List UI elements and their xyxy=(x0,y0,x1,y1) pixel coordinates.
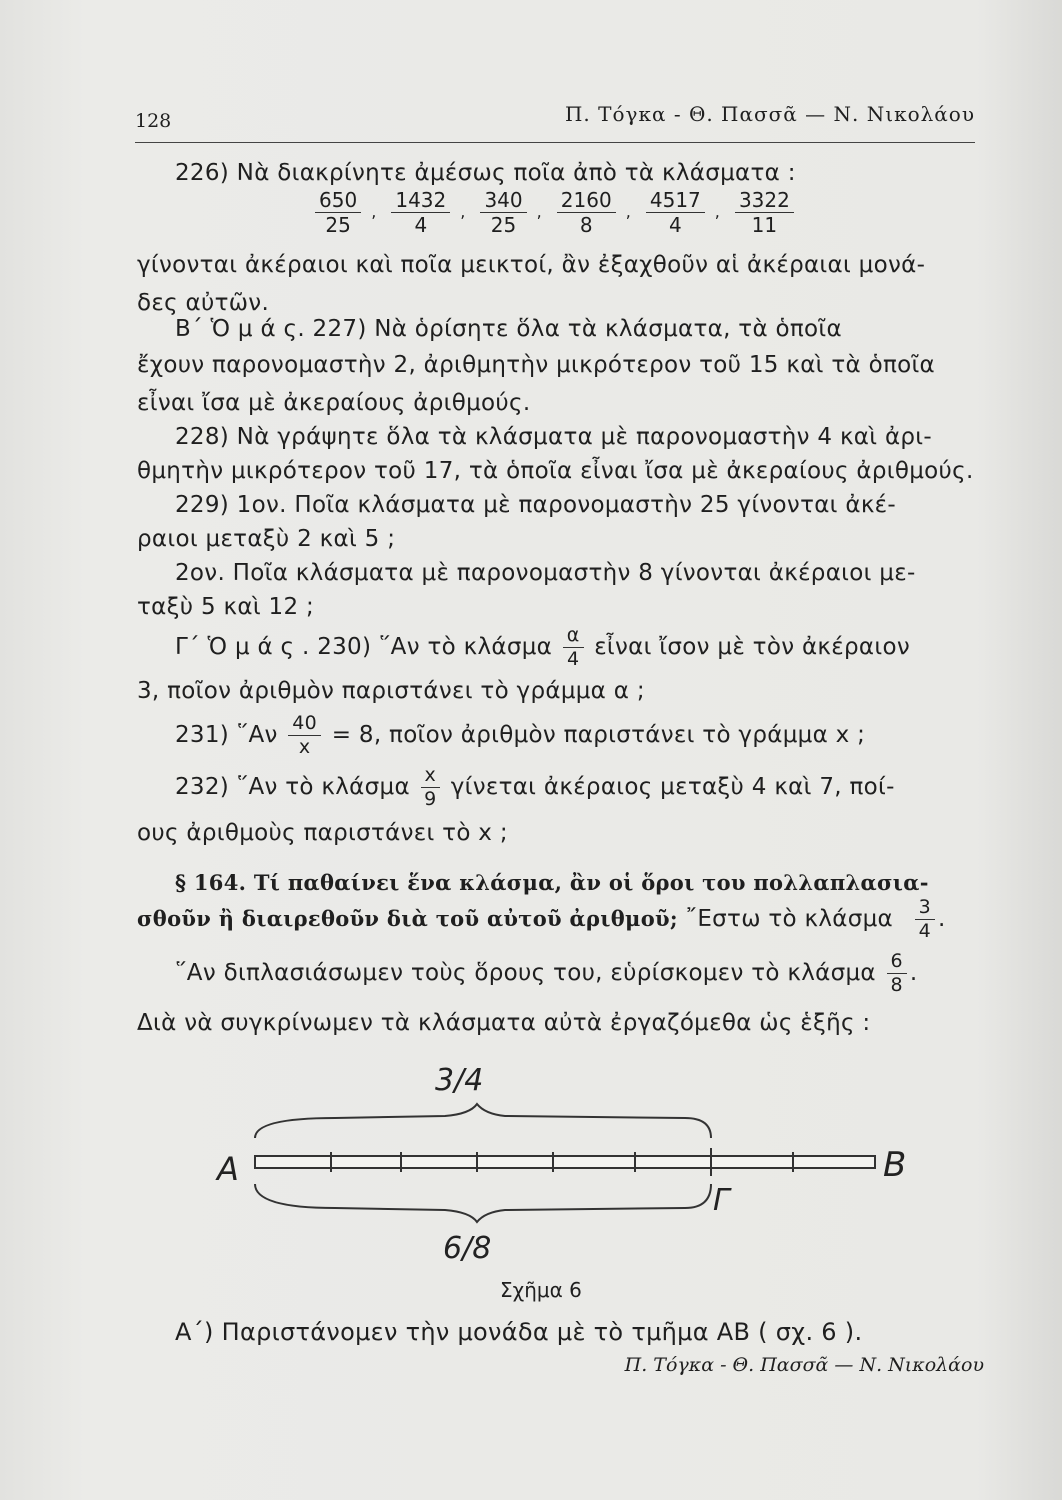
exercise-227-line1: Β΄ Ὁ μ ά ς. 227) Νὰ ὁρίσητε ὅλα τὰ κλάσματα, τὰ ὁποῖα xyxy=(175,316,842,342)
fraction-x-over-9: $\frac{x}{9}$ xyxy=(421,766,441,809)
page-footer: Π. Τόγκα - Θ. Πασσᾶ — Ν. Νικολάου xyxy=(624,1354,984,1376)
label-three-quarters: 3/4 xyxy=(435,1063,484,1098)
page-number: 128 xyxy=(135,110,172,132)
fraction-6-over-8: $\frac{6}{8}$ xyxy=(887,952,907,995)
fraction: $\frac{2160}{8}$ xyxy=(557,190,616,235)
fraction-3-over-4: $\frac{3}{4}$ xyxy=(915,898,935,941)
exercise-232-text-end: γίνεται ἀκέραιος μεταξὺ 4 καὶ 7, ποί- xyxy=(450,774,895,800)
exercise-230-text: Γ΄ Ὁ μ ά ς . 230) ῞Αν τὸ κλάσμα xyxy=(175,634,553,660)
exercise-230-text-end: εἶναι ἴσον μὲ τὸν ἀκέραιον xyxy=(594,634,910,660)
exercise-226-lead: 226) Νὰ διακρίνητε ἀμέσως ποῖα ἀπὸ τὰ κλάσματα : xyxy=(175,160,796,186)
running-head: Π. Τόγκα - Θ. Πασσᾶ — Ν. Νικολάου xyxy=(564,102,975,126)
figure-6-diagram xyxy=(215,1060,935,1280)
exercise-231 xyxy=(175,714,865,757)
top-brace xyxy=(255,1104,711,1138)
fraction: $\frac{650}{25}$ xyxy=(315,190,361,235)
exercise-231-text-end: = 8, ποῖον ἀριθμὸν παριστάνει τὸ γράμμα x ; xyxy=(331,722,866,748)
exercise-230-line1 xyxy=(175,626,910,669)
point-b-label: B xyxy=(883,1145,907,1185)
exercise-226-line3: δες αὐτῶν. xyxy=(137,290,270,316)
exercise-229-line1: 229) 1ον. Ποῖα κλάσματα μὲ παρονομαστὴν 25 γίνονται ἀκέ- xyxy=(175,492,897,518)
figure-6-caption: Σχῆμα 6 xyxy=(500,1278,582,1302)
label-six-eighths: 6/8 xyxy=(443,1231,492,1266)
section-164-text-2: ῞Αν διπλασιάσωμεν τοὺς ὅρους του, εὑρίσκομεν τὸ κλάσμα xyxy=(175,960,876,986)
fraction: $\frac{4517}{4}$ xyxy=(646,190,705,235)
section-164-text: ῎Εστω τὸ κλάσμα xyxy=(685,906,894,932)
section-164-line4: Διὰ νὰ συγκρίνωμεν τὰ κλάσματα αὐτὰ ἐργαζόμεθα ὡς ἑξῆς : xyxy=(137,1010,871,1036)
fraction: $\frac{3322}{11}$ xyxy=(735,190,794,235)
fraction-a-over-4: $\frac{\alpha}{4}$ xyxy=(563,626,584,669)
section-164-title-cont: σθοῦν ἢ διαιρεθοῦν διὰ τοῦ αὐτοῦ ἀριθμοῦ; xyxy=(137,906,678,931)
unit-segment-ab xyxy=(255,1156,875,1168)
section-164-line3: ῞Αν διπλασιάσωμεν τοὺς ὅρους του, εὑρίσκομεν τὸ κλάσμα $\frac{6}{8}$ . xyxy=(175,950,918,996)
exercise-226-line2: γίνονται ἀκέραιοι καὶ ποῖα μεικτοί, ἂν ἐξαχθοῦν αἱ ἀκέραιαι μονά- xyxy=(137,252,926,278)
exercise-229-line4: ταξὺ 5 καὶ 12 ; xyxy=(137,594,315,620)
exercise-232-line1 xyxy=(175,766,895,809)
exercise-228-line2: θμητὴν μικρότερον τοῦ 17, τὰ ὁποῖα εἶναι ἴσα μὲ ἀκεραίους ἀριθμούς. xyxy=(137,458,974,484)
fraction: $\frac{1432}{4}$ xyxy=(391,190,450,235)
exercise-227-line3: εἶναι ἴσα μὲ ἀκεραίους ἀριθμούς. xyxy=(137,390,531,416)
exercise-226-fractions: $\frac{650}{25}$ , $\frac{1432}{4}$ , $\frac{340}{25}$ , $\frac{2160}{8}$ , $\frac{4517}{4}$ , $\frac{3322}{11}$ xyxy=(305,190,804,235)
fraction: $\frac{340}{25}$ xyxy=(480,190,526,235)
last-paragraph-line: Α΄) Παριστάνομεν τὴν μονάδα μὲ τὸ τμῆμα ΑΒ ( σχ. 6 ). xyxy=(175,1318,863,1346)
page-header xyxy=(135,98,975,143)
section-164-line2: σθοῦν ἢ διαιρεθοῦν διὰ τοῦ αὐτοῦ ἀριθμοῦ; ῎Εστω τὸ κλάσμα $\frac{3}{4}$ . xyxy=(137,896,946,942)
point-gamma-label: Γ xyxy=(713,1183,730,1218)
fraction-40-over-x: $\frac{40}{x}$ xyxy=(288,714,321,757)
section-164-title: § 164. Τί παθαίνει ἕνα κλάσμα, ἂν οἱ ὅροι του πολλαπλασια- xyxy=(175,870,929,895)
exercise-227-line2: ἔχουν παρονομαστὴν 2, ἀριθμητὴν μικρότερον τοῦ 15 καὶ τὰ ὁποῖα xyxy=(137,352,936,378)
exercise-229-line3: 2ον. Ποῖα κλάσματα μὲ παρονομαστὴν 8 γίνονται ἀκέραιοι με- xyxy=(175,560,916,586)
exercise-229-line2: ραιοι μεταξὺ 2 καὶ 5 ; xyxy=(137,526,396,552)
point-a-label: A xyxy=(217,1150,239,1188)
exercise-230-line2: 3, ποῖον ἀριθμὸν παριστάνει τὸ γράμμα α ; xyxy=(137,678,645,704)
exercise-232-line2: ους ἀριθμοὺς παριστάνει τὸ x ; xyxy=(137,820,508,846)
bottom-brace xyxy=(255,1184,711,1222)
exercise-232-text: 232) ῞Αν τὸ κλάσμα xyxy=(175,774,410,800)
exercise-228-line1: 228) Νὰ γράψητε ὅλα τὰ κλάσματα μὲ παρονομαστὴν 4 καὶ ἀρι- xyxy=(175,424,932,450)
exercise-231-text: 231) ῞Αν xyxy=(175,722,278,748)
